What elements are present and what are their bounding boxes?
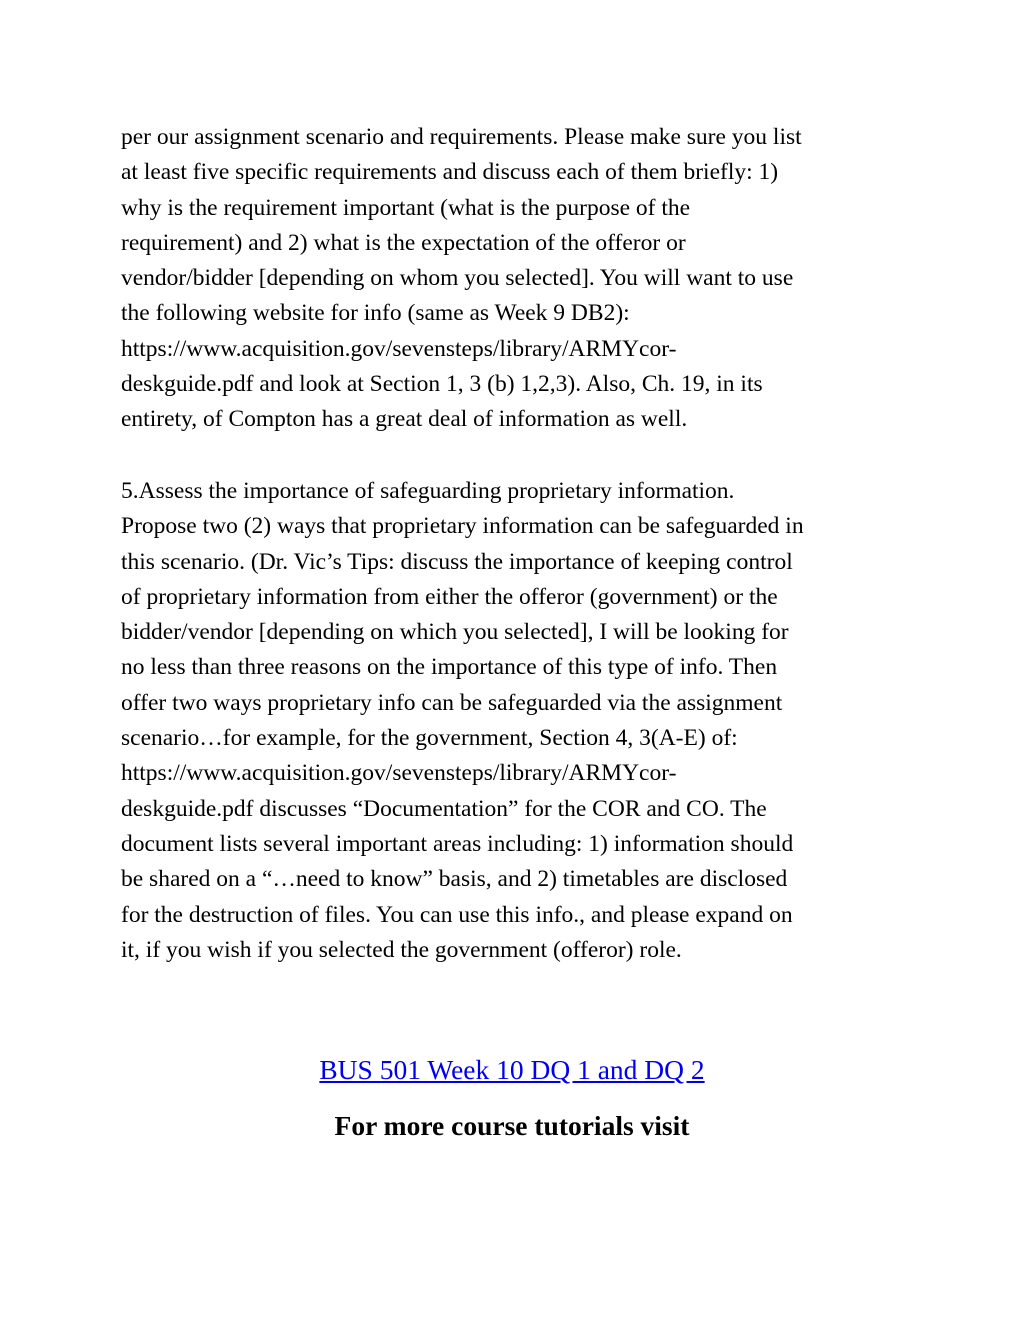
text-line: deskguide.pdf discusses “Documentation” for the COR and CO. The xyxy=(121,795,767,822)
text-line: this scenario. (Dr. Vic’s Tips: discuss the importance of keeping control xyxy=(121,548,793,575)
text-line: Propose two (2) ways that proprietary information can be safeguarded in xyxy=(121,513,804,540)
text-line: deskguide.pdf and look at Section 1, 3 (b) 1,2,3). Also, Ch. 19, in its xyxy=(121,371,763,398)
text-line: at least five specific requirements and discuss each of them briefly: 1) xyxy=(121,159,779,186)
text-line: bidder/vendor [depending on which you selected], I will be looking for xyxy=(121,619,789,646)
text-line-url: https://www.acquisition.gov/sevensteps/library/ARMYcor- xyxy=(121,760,677,787)
paragraph-requirements xyxy=(121,120,911,438)
text-line-url: https://www.acquisition.gov/sevensteps/library/ARMYcor- xyxy=(121,335,677,362)
text-line: why is the requirement important (what is the purpose of the xyxy=(121,194,691,221)
text-line: scenario…for example, for the government, Section 4, 3(A-E) of: xyxy=(121,725,738,752)
text-line: be shared on a “…need to know” basis, and 2) timetables are disclosed xyxy=(121,866,788,893)
text-line: 5.Assess the importance of safeguarding proprietary information. xyxy=(121,478,735,504)
text-line: per our assignment scenario and requirements. Please make sure you list xyxy=(121,124,802,150)
text-line: of proprietary information from either the offeror (government) or the xyxy=(121,583,778,610)
text-line: vendor/bidder [depending on whom you selected]. You will want to use xyxy=(121,265,794,292)
text-line: document lists several important areas including: 1) information should xyxy=(121,830,794,857)
text-line: requirement) and 2) what is the expectation of the offeror or xyxy=(121,229,686,256)
text-line: offer two ways proprietary info can be safeguarded via the assignment xyxy=(121,689,783,716)
course-link-heading xyxy=(0,1052,1024,1088)
text-line: it, if you wish if you selected the government (offeror) role. xyxy=(121,936,682,963)
text-line: no less than three reasons on the importance of this type of info. Then xyxy=(121,654,778,681)
course-link[interactable]: BUS 501 Week 10 DQ 1 and DQ 2 xyxy=(319,1054,705,1085)
paragraph-proprietary-information xyxy=(121,474,911,968)
visit-heading: For more course tutorials visit xyxy=(334,1110,690,1141)
text-line: for the destruction of files. You can use this info., and please expand on xyxy=(121,901,793,928)
text-line: entirety, of Compton has a great deal of information as well. xyxy=(121,406,688,433)
text-line: the following website for info (same as Week 9 DB2): xyxy=(121,300,630,327)
